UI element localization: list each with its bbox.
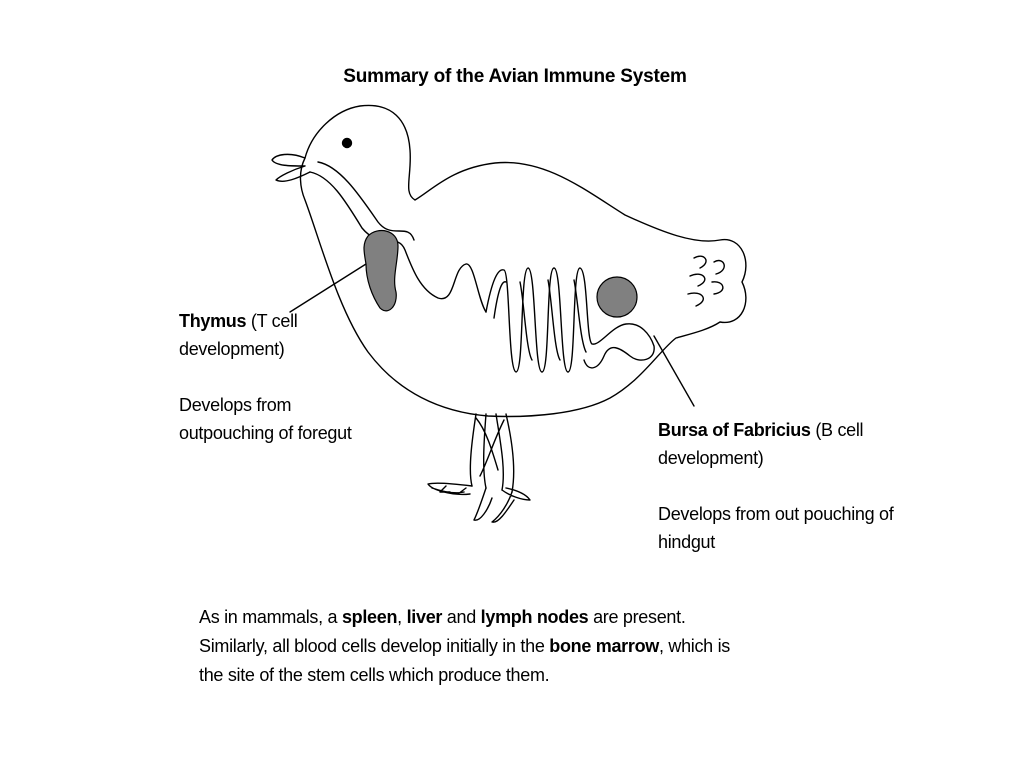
summary-line-2: Similarly, all blood cells develop initially in the bone marrow, which is (199, 636, 730, 656)
bursa-pointer-line (654, 336, 694, 406)
bird-feet (428, 483, 530, 522)
bursa-note: Develops from out pouching of hindgut (658, 504, 894, 552)
bursa-description: (B cell development) (658, 420, 864, 468)
thymus-pointer-line (290, 264, 366, 312)
diagram-title: Summary of the Avian Immune System (343, 66, 687, 87)
summary-line-1: As in mammals, a spleen, liver and lymph nodes are present. (199, 607, 686, 627)
thymus-description: (T cell development) (179, 311, 298, 359)
thymus-organ (364, 231, 398, 311)
thymus-note: Develops from outpouching of foregut (179, 395, 352, 443)
bird-tail-feathers (688, 256, 724, 306)
bursa-organ (597, 277, 637, 317)
bursa-name: Bursa of Fabricius (658, 420, 811, 440)
summary-text (199, 603, 819, 690)
bird-beak (272, 154, 310, 181)
thymus-label (179, 307, 329, 363)
bursa-label (658, 416, 898, 472)
thymus-name: Thymus (179, 311, 247, 331)
summary-line-3: the site of the stem cells which produce them. (199, 665, 550, 685)
bird-legs (470, 414, 513, 492)
bird-eye (343, 139, 352, 148)
